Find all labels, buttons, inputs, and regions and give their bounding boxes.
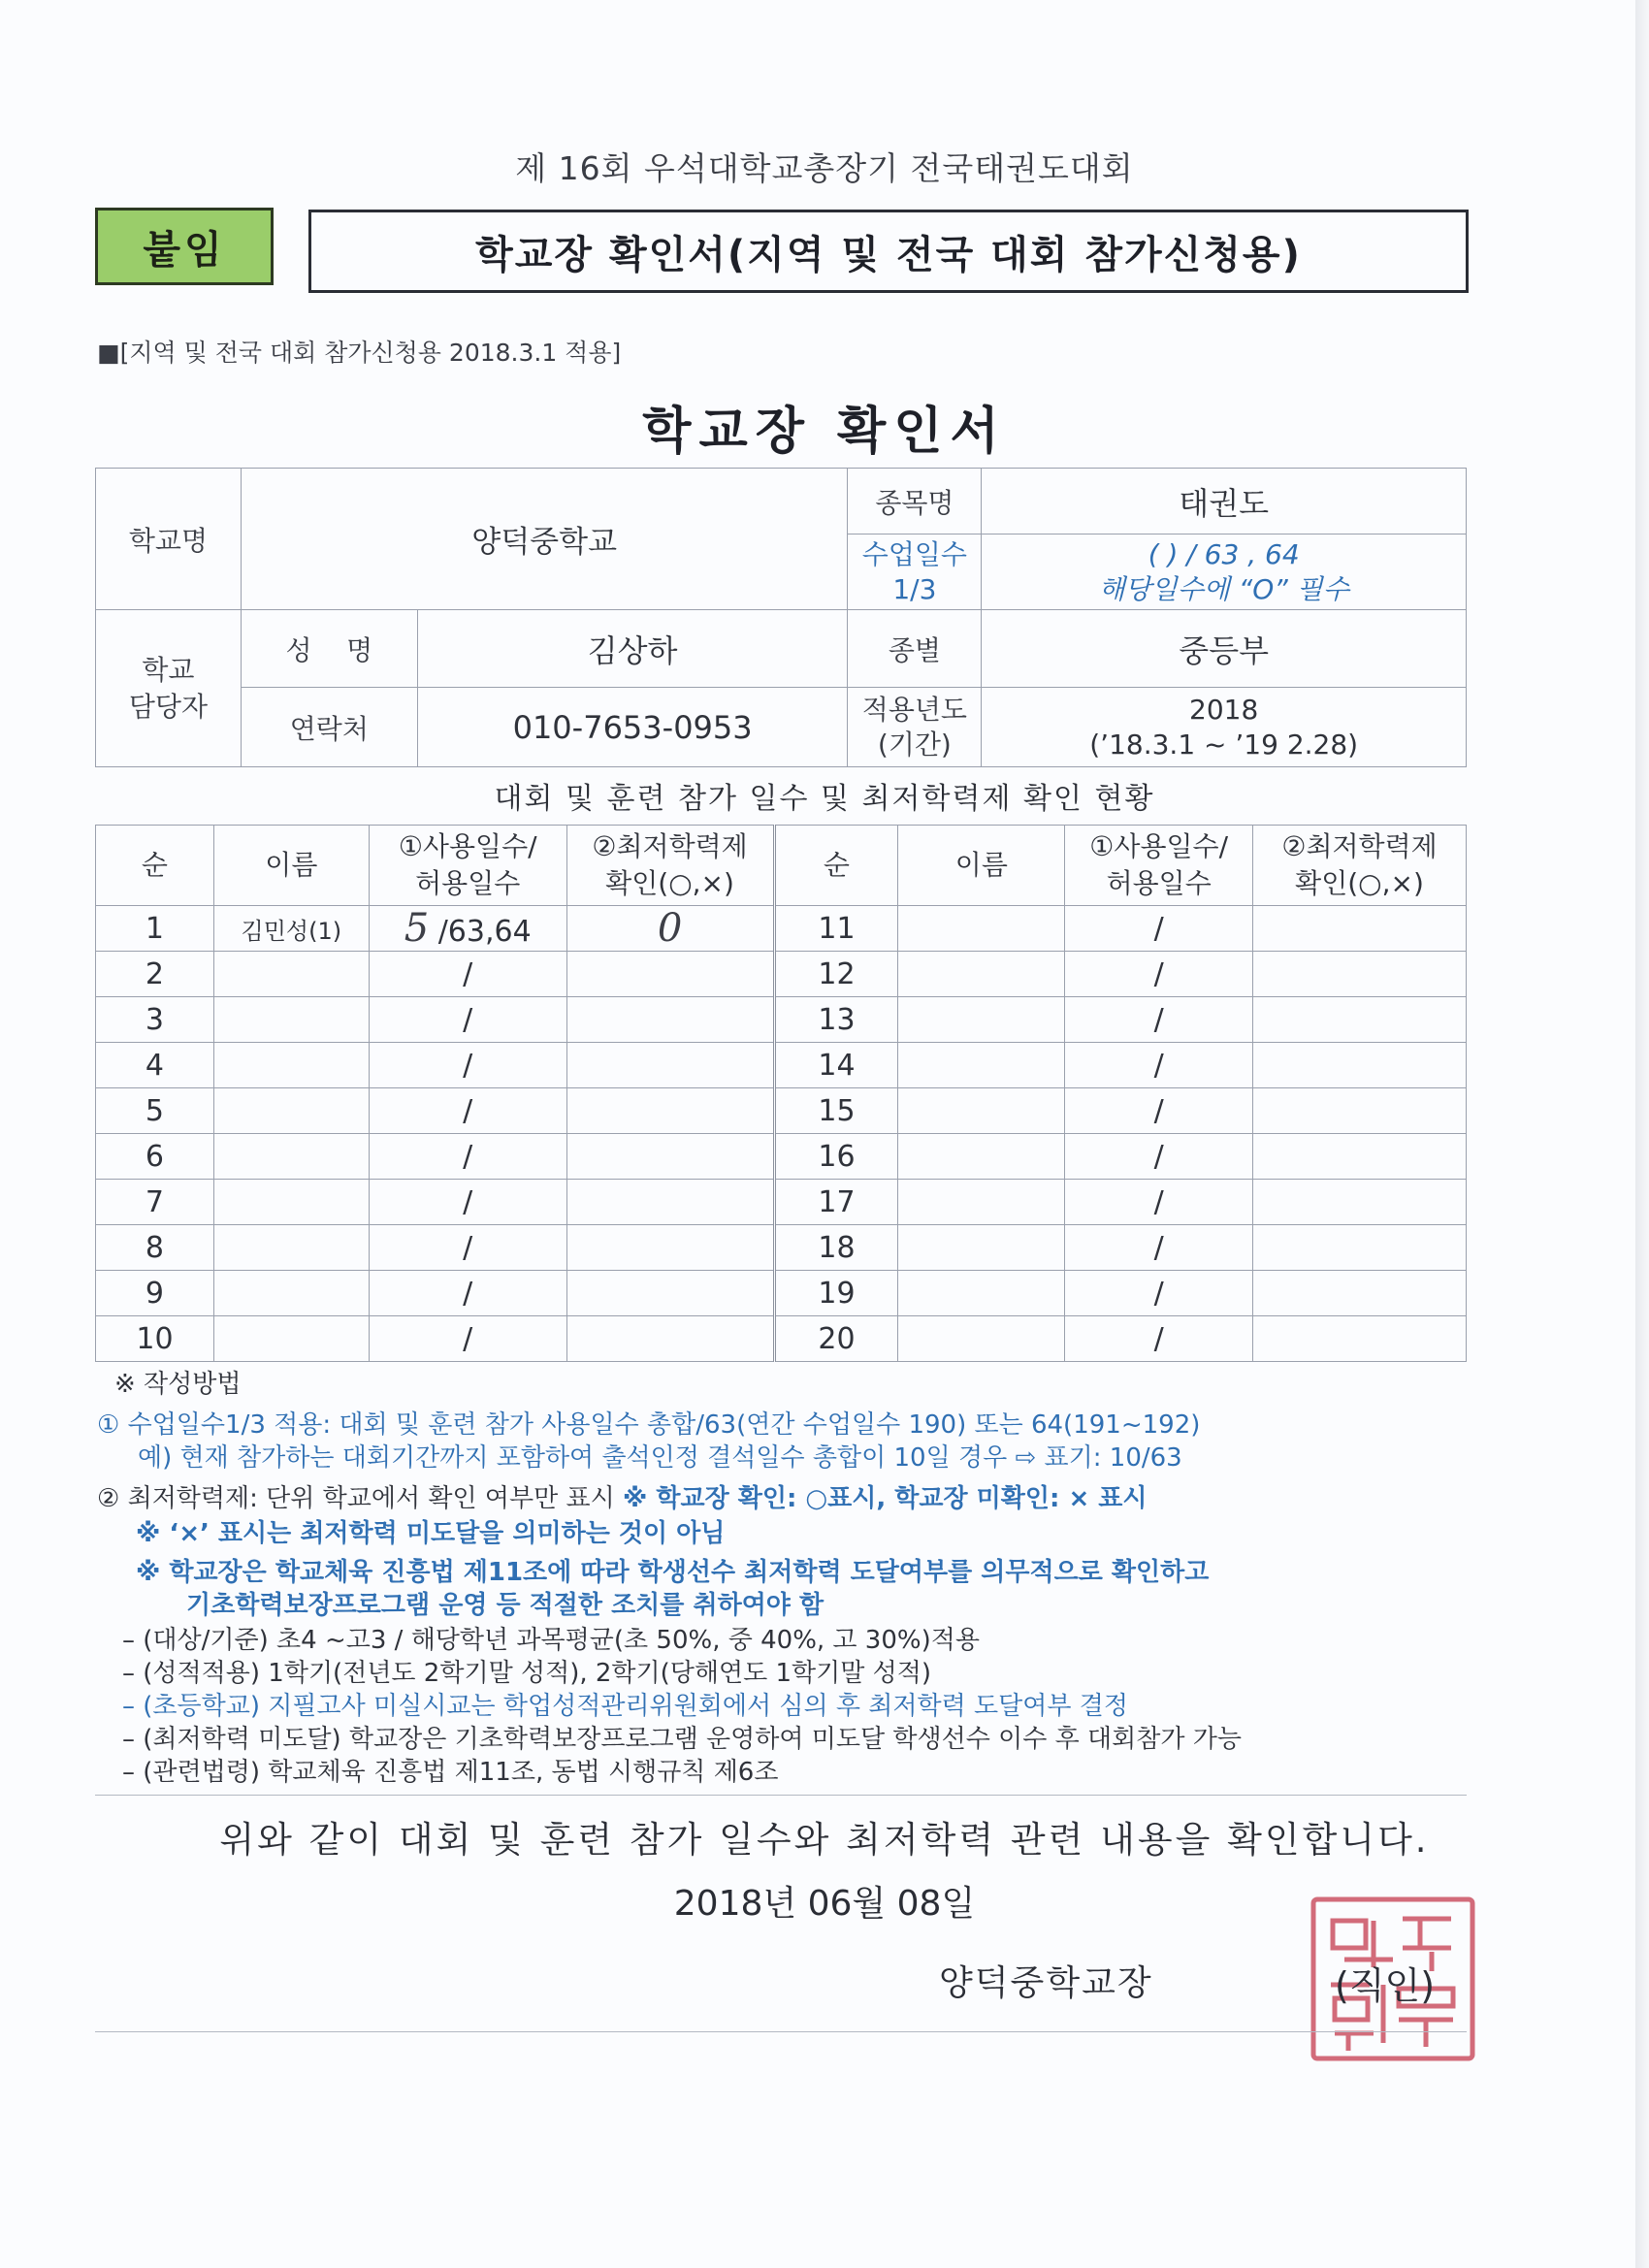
info-table (95, 468, 1467, 767)
row-no: 17 (774, 1180, 898, 1225)
handwritten-days: 5 (404, 906, 430, 951)
row-no: 4 (96, 1043, 214, 1088)
year-label (848, 688, 982, 767)
instruction-item-2-emphasis: ※ 학교장 확인: ○표시, 학교장 미확인: × 표시 (623, 1484, 1148, 1513)
row-check (1253, 1225, 1467, 1271)
table-row (96, 1225, 1467, 1271)
year-value (982, 688, 1467, 767)
row-no: 5 (96, 1088, 214, 1134)
row-name (898, 1316, 1065, 1362)
row-check (1253, 997, 1467, 1043)
row-name (898, 906, 1065, 952)
applicability-note: ■[지역 및 전국 대회 참가신청용 2018.3.1 적용] (97, 339, 622, 367)
header-no: 순 (774, 826, 898, 906)
row-used: / (369, 1180, 566, 1225)
class-days-value-line2: 해당일수에 “O” 필수 (1098, 572, 1349, 605)
row-used: / (1065, 1271, 1253, 1316)
row-no: 18 (774, 1225, 898, 1271)
table-row (96, 1180, 1467, 1225)
row-name (213, 1316, 369, 1362)
class-days-label-line2: 1/3 (892, 572, 937, 605)
row-check (1253, 952, 1467, 997)
instruction-dash-4: – (최저학력 미도달) 학교장은 기초학력보장프로그램 운영하여 미도달 학생선수 이수 후 대회참가 가능 (122, 1725, 1242, 1754)
instruction-item-1-line1: ① 수업일수1/3 적용: 대회 및 훈련 참가 사용일수 총합/63(연간 수업일수 190) 또는 64(191~192) (97, 1410, 1201, 1440)
header-check-line2: 확인(○,×) (605, 867, 734, 899)
name-value: 김상하 (417, 610, 848, 688)
class-days-value (982, 535, 1467, 610)
header-used-line1: ①사용일수/ (398, 830, 537, 862)
instructions-heading: ※ 작성방법 (114, 1370, 242, 1399)
row-check (566, 1180, 774, 1225)
row-used (369, 906, 566, 952)
confirmation-text: 위와 같이 대회 및 훈련 참가 일수와 최저학력 관련 내용을 확인합니다. (219, 1819, 1430, 1861)
instruction-item-2 (97, 1482, 1148, 1515)
row-name (213, 1180, 369, 1225)
row-used: / (1065, 952, 1253, 997)
row-check (1253, 906, 1467, 952)
instruction-note-2-line2: 기초학력보장프로그램 운영 등 적절한 조치를 취하여야 함 (186, 1591, 824, 1620)
table-row (96, 1134, 1467, 1180)
row-name (213, 1225, 369, 1271)
name-label: 성 명 (241, 610, 417, 688)
row-name: 김민성(1) (213, 906, 369, 952)
year-label-line2: (기간) (877, 728, 952, 761)
divider (95, 1795, 1467, 1796)
row-check (566, 997, 774, 1043)
instruction-item-2-text: ② 최저학력제: 단위 학교에서 확인 여부만 표시 (97, 1484, 624, 1513)
row-check (566, 1088, 774, 1134)
row-used: / (369, 1316, 566, 1362)
row-used: / (369, 1088, 566, 1134)
table-header-row (96, 826, 1467, 906)
header-check (566, 826, 774, 906)
year-label-line1: 적용년도 (861, 693, 967, 726)
row-used: / (369, 1043, 566, 1088)
event-title: 제 16회 우석대학교총장기 전국태권도대회 (515, 149, 1134, 187)
header-check-line1: ②최저학력제 (1281, 830, 1438, 862)
sport-label: 종목명 (848, 469, 982, 535)
row-no: 6 (96, 1134, 214, 1180)
row-no: 1 (96, 906, 214, 952)
header-check (1253, 826, 1467, 906)
row-no: 14 (774, 1043, 898, 1088)
contact-label: 연락처 (241, 688, 417, 767)
table-row (96, 1088, 1467, 1134)
row-no: 11 (774, 906, 898, 952)
row-check (566, 952, 774, 997)
class-days-label (848, 535, 982, 610)
row-check (1253, 1134, 1467, 1180)
row-used: / (1065, 1134, 1253, 1180)
participation-table (95, 825, 1467, 1362)
row-check (566, 1043, 774, 1088)
bottom-divider (95, 2031, 1467, 2032)
row-name (213, 997, 369, 1043)
row-no: 2 (96, 952, 214, 997)
row-no: 15 (774, 1088, 898, 1134)
table-row (96, 1271, 1467, 1316)
class-days-label-line1: 수업일수 (861, 537, 967, 570)
row-no: 7 (96, 1180, 214, 1225)
header-used-line2: 허용일수 (415, 867, 521, 899)
row-name (898, 952, 1065, 997)
table-row (96, 1043, 1467, 1088)
row-check (566, 1271, 774, 1316)
school-name: 양덕중학교 (241, 469, 848, 610)
header-name: 이름 (898, 826, 1065, 906)
instruction-note-1: ※ ‘×’ 표시는 최저학력 미도달을 의미하는 것이 아님 (136, 1519, 726, 1548)
row-name (898, 1225, 1065, 1271)
row-check (1253, 1088, 1467, 1134)
table-row (96, 997, 1467, 1043)
year-value-line2: (’18.3.1 ~ ’19 2.28) (1089, 728, 1359, 761)
school-label: 학교명 (96, 469, 242, 610)
header-check-line1: ②최저학력제 (592, 830, 748, 862)
instruction-dash-2: – (성적적용) 1학기(전년도 2학기말 성적), 2학기(당해연도 1학기말 성적) (122, 1659, 932, 1688)
main-title: 학교장 확인서 (642, 403, 1007, 461)
row-used: / (1065, 1088, 1253, 1134)
table-row (96, 952, 1467, 997)
row-used: / (1065, 997, 1253, 1043)
instruction-dash-1: – (대상/기준) 초4 ~고3 / 해당학년 과목평균(초 50%, 중 40%, 고 30%)적용 (122, 1626, 980, 1655)
header-used-line2: 허용일수 (1106, 867, 1212, 899)
row-used: / (1065, 1043, 1253, 1088)
row-check (1253, 1316, 1467, 1362)
row-name (213, 952, 369, 997)
class-days-value-line1: ( ) / 63 , 64 (1148, 537, 1300, 570)
row-name (898, 1271, 1065, 1316)
row-check (1253, 1180, 1467, 1225)
row-used: / (369, 952, 566, 997)
manager-label (96, 610, 242, 767)
row-no: 3 (96, 997, 214, 1043)
header-used (1065, 826, 1253, 906)
row-used: / (1065, 1316, 1253, 1362)
row-used-value: /63,64 (437, 915, 532, 949)
division-label: 종별 (848, 610, 982, 688)
row-check (1253, 1043, 1467, 1088)
row-no: 9 (96, 1271, 214, 1316)
header-name: 이름 (213, 826, 369, 906)
row-used: / (1065, 1180, 1253, 1225)
row-used: / (369, 997, 566, 1043)
row-no: 19 (774, 1271, 898, 1316)
row-name (898, 997, 1065, 1043)
row-no: 10 (96, 1316, 214, 1362)
row-name (213, 1043, 369, 1088)
row-name (898, 1180, 1065, 1225)
row-used: / (1065, 1225, 1253, 1271)
row-used: / (1065, 906, 1253, 952)
seal-mark-text: (직인) (1335, 1964, 1436, 2007)
row-used: / (369, 1225, 566, 1271)
row-name (898, 1088, 1065, 1134)
header-used-line1: ①사용일수/ (1089, 830, 1229, 862)
doc-heading: 학교장 확인서(지역 및 전국 대회 참가신청용) (308, 210, 1469, 293)
instruction-note-2-line1: ※ 학교장은 학교체육 진흥법 제11조에 따라 학생선수 최저학력 도달여부를 의무적으로 확인하고 (136, 1558, 1210, 1587)
row-no: 8 (96, 1225, 214, 1271)
row-name (213, 1088, 369, 1134)
table-row (96, 1316, 1467, 1362)
instruction-item-1-line2: 예) 현재 참가하는 대회기간까지 포함하여 출석인정 결석일수 총합이 10일 경우 ⇨ 표기: 10/63 (138, 1443, 1182, 1473)
manager-label-line2: 담당자 (128, 690, 209, 723)
row-no: 20 (774, 1316, 898, 1362)
row-check (566, 1134, 774, 1180)
row-check (566, 1316, 774, 1362)
row-check (1253, 1271, 1467, 1316)
principal-title: 양덕중학교장 (939, 1963, 1153, 2003)
header-no: 순 (96, 826, 214, 906)
page-edge (1635, 0, 1649, 2268)
header-used (369, 826, 566, 906)
row-name (898, 1134, 1065, 1180)
year-value-line1: 2018 (1189, 693, 1259, 726)
row-used: / (369, 1271, 566, 1316)
row-check (566, 906, 774, 952)
issue-date: 2018년 06월 08일 (673, 1884, 976, 1924)
manager-label-line1: 학교 (142, 653, 195, 686)
row-no: 16 (774, 1134, 898, 1180)
row-no: 12 (774, 952, 898, 997)
row-name (213, 1134, 369, 1180)
participation-heading: 대회 및 훈련 참가 일수 및 최저학력제 확인 현황 (494, 782, 1155, 816)
instruction-dash-3: – (초등학교) 지필고사 미실시교는 학업성적관리위원회에서 심의 후 최저학력 도달여부 결정 (122, 1692, 1128, 1721)
row-check (566, 1225, 774, 1271)
row-name (898, 1043, 1065, 1088)
handwritten-check: 0 (657, 906, 683, 951)
attach-tag: 붙임 (95, 208, 274, 285)
row-no: 13 (774, 997, 898, 1043)
division-value: 중등부 (982, 610, 1467, 688)
row-name (213, 1271, 369, 1316)
instruction-dash-5: – (관련법령) 학교체육 진흥법 제11조, 동법 시행규칙 제6조 (122, 1758, 779, 1787)
row-used: / (369, 1134, 566, 1180)
header-check-line2: 확인(○,×) (1295, 867, 1424, 899)
table-row (96, 906, 1467, 952)
contact-value: 010-7653-0953 (417, 688, 848, 767)
sport-value: 태권도 (982, 469, 1467, 535)
